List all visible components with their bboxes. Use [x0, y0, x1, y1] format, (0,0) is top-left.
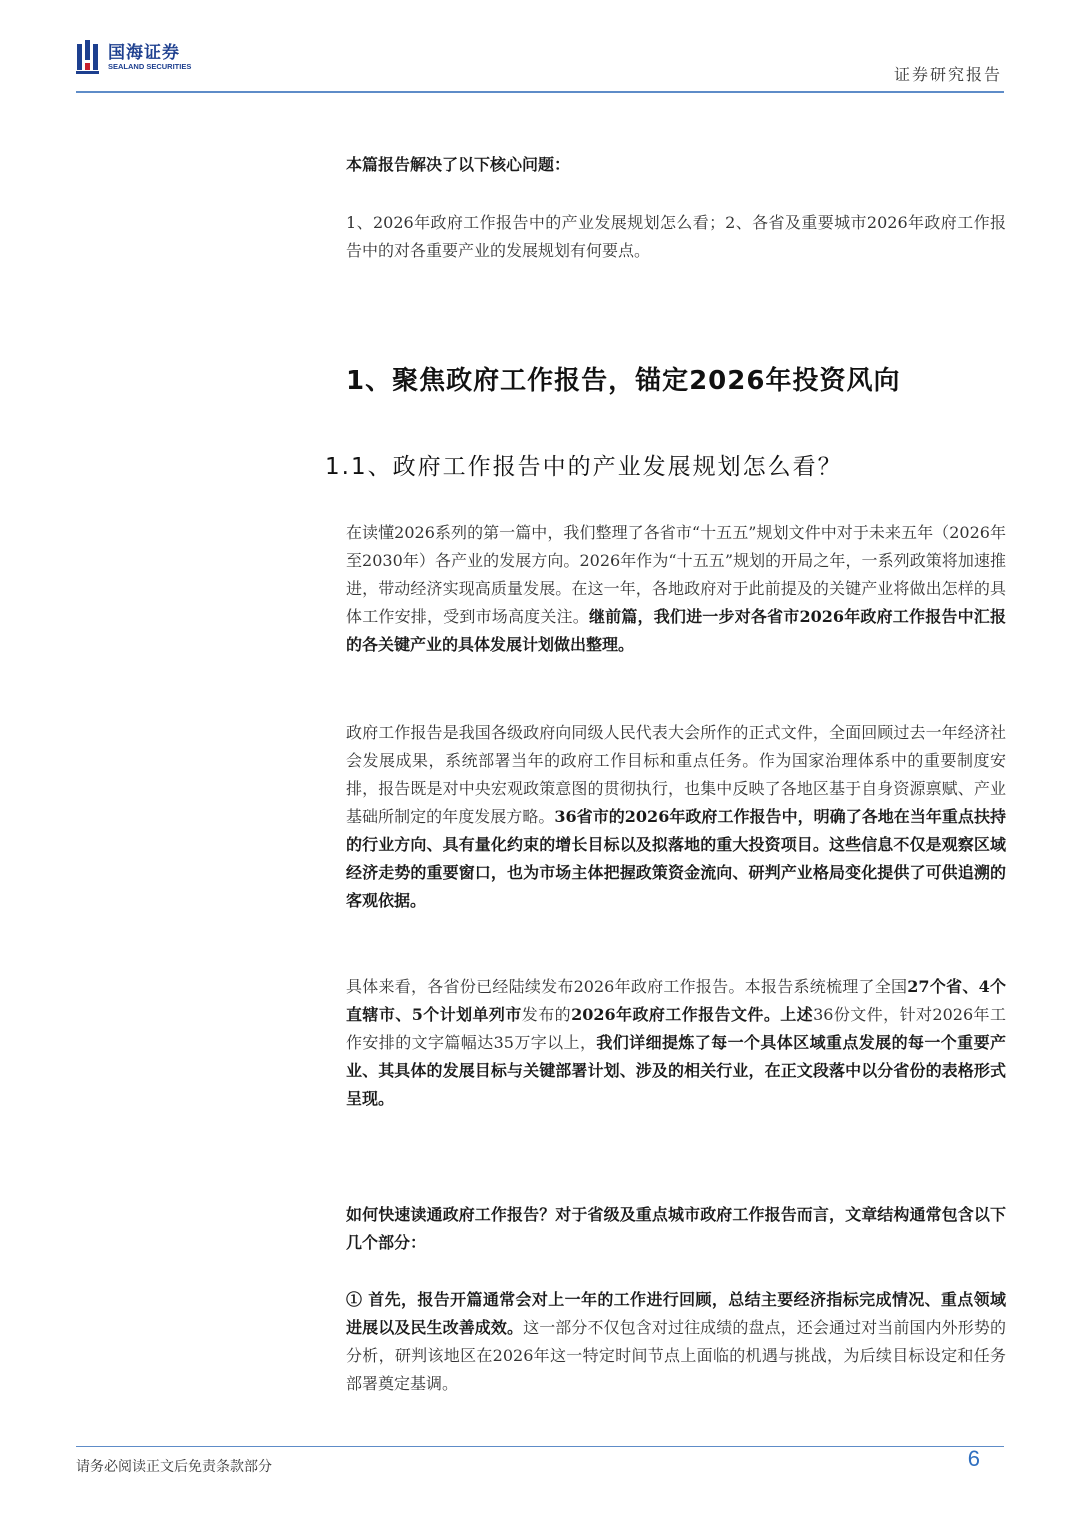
sealand-logo — [76, 40, 191, 74]
header-divider — [76, 91, 1004, 93]
paragraph-2 — [346, 719, 1006, 915]
paragraph-1 — [346, 519, 1006, 659]
core-questions-text: 1、2026年政府工作报告中的产业发展规划怎么看；2、各省及重要城市2026年政府工作报告中的对各重要产业的发展规划有何要点。 — [346, 213, 1006, 260]
paragraph-5 — [346, 1286, 1006, 1398]
footer-divider — [76, 1446, 1004, 1447]
section-title: 1、聚焦政府工作报告，锚定2026年投资风向 — [346, 366, 901, 396]
core-questions-heading: 本篇报告解决了以下核心问题： — [346, 155, 571, 174]
paragraph-2-text: 政府工作报告是我国各级政府向同级人民代表大会所作的正式文件，全面回顾过去一年经济社会发展成果，系统部署当年的政府工作目标和重点任务。作为国家治理体系中的重要制度安排，报告既是对中央宏观政策意图的贯彻执行，也集中反映了各地区基于自身资源禀赋、产业基础所制定的年度发展方略。 — [346, 723, 1006, 826]
page-header — [0, 0, 1080, 96]
paragraph-1-text: 在读懂2026系列的第一篇中，我们整理了各省市“十五五”规划文件中对于未来五年（2026年至2030年）各产业的发展方向。2026年作为“十五五”规划的开局之年，一系列政策将加速推进，带动经济实现高质量发展。在这一年，各地政府对于此前提及的关键产业将做出怎样的具体工作安排，受到市场高度关注。 — [346, 523, 1006, 626]
sealand-logo-icon — [76, 40, 104, 74]
page-number: 6 — [967, 1446, 980, 1471]
paragraph-2-emphasis: 36省市的2026年政府工作报告中，明确了各地在当年重点扶持的行业方向、具有量化约束的增长目标以及拟落地的重大投资项目。这些信息不仅是观察区域经济走势的重要窗口，也为市场主体把握政策资金流向、研判产业格局变化提供了可供追溯的客观依据。 — [346, 807, 1006, 910]
logo-english-name: SEALAND SECURITIES — [108, 61, 192, 71]
report-type-label: 证券研究报告 — [893, 65, 1002, 84]
paragraph-3: 具体来看，各省份已经陆续发布2026年政府工作报告。本报告系统梳理了全国27个省、4个直辖市、5个计划单列市发布的2026年政府工作报告文件。上述36份文件，针对2026年工作安排的文字篇幅达35万字以上，我们详细提炼了每一个具体区域重点发展的每一个重要产业、其具体的发展目标与关键部署计划、涉及的相关行业，在正文段落中以分省份的表格形式呈现。 — [346, 977, 1006, 1108]
paragraph-5-emphasis: ① 首先，报告开篇通常会对上一年的工作进行回顾，总结主要经济指标完成情况、重点领域进展以及民生改善成效。 — [346, 1290, 1006, 1337]
paragraph-1-emphasis: 继前篇，我们进一步对各省市2026年政府工作报告中汇报的各关键产业的具体发展计划做出整理。 — [346, 607, 1006, 654]
logo-chinese-name: 国海证券 — [108, 42, 180, 63]
footer-disclaimer: 请务必阅读正文后免责条款部分 — [76, 1459, 272, 1475]
subsection-title: 1.1、政府工作报告中的产业发展规划怎么看？ — [325, 454, 843, 480]
paragraph-5-text: 这一部分不仅包含对过往成绩的盘点，还会通过对当前国内外形势的分析，研判该地区在2026年这一特定时间节点上面临的机遇与挑战，为后续目标设定和任务部署奠定基调。 — [346, 1318, 1006, 1393]
paragraph-4: 如何快速读通政府工作报告？对于省级及重点城市政府工作报告而言，文章结构通常包含以下几个部分： — [346, 1205, 1006, 1252]
